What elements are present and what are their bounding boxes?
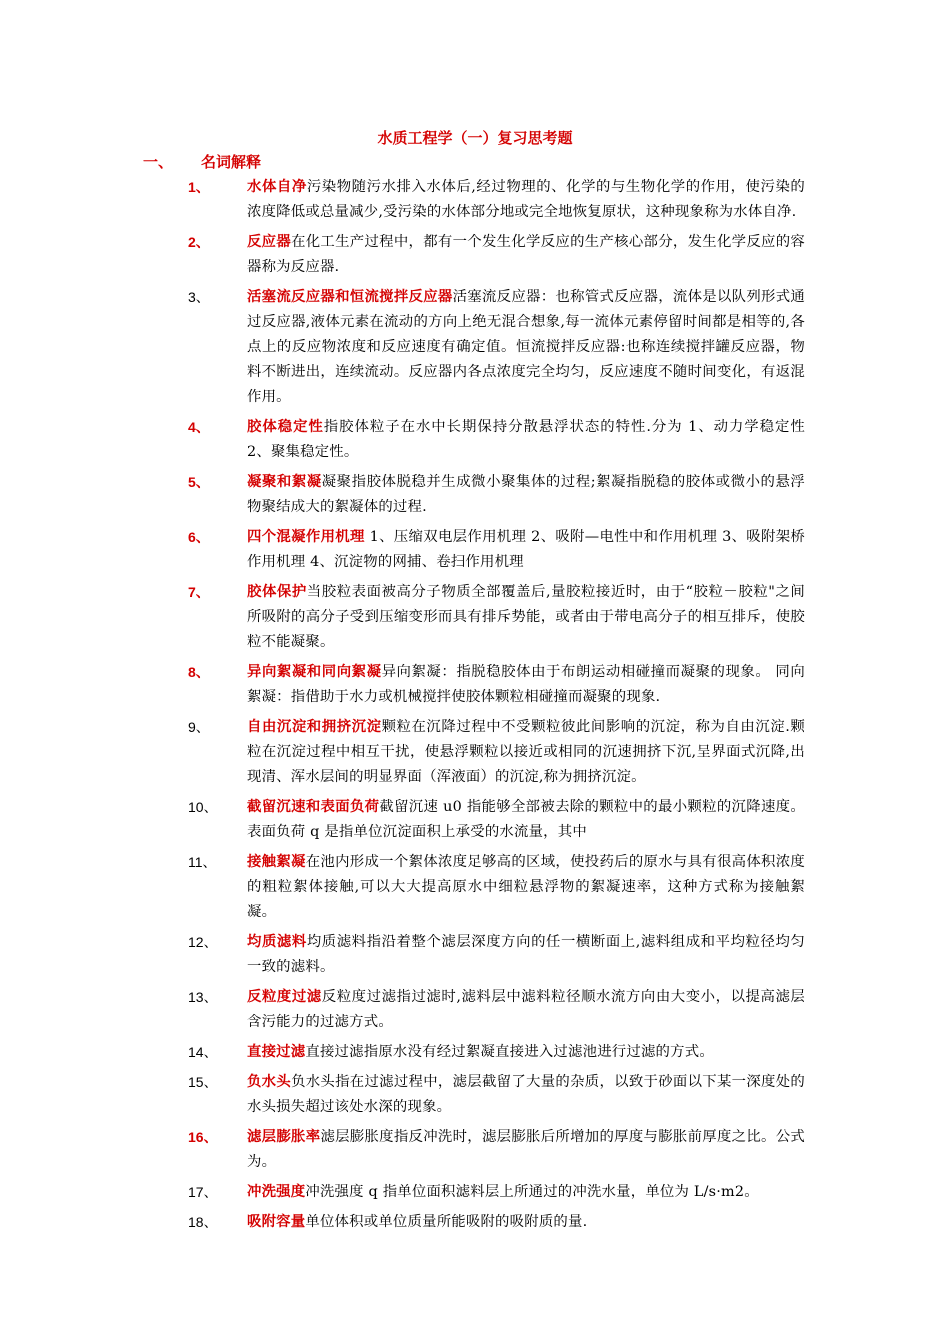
item-number: 9、: [188, 719, 210, 735]
list-item: [0, 930, 950, 980]
term-list: [0, 175, 950, 1240]
item-term: 四个混凝作用机理: [247, 529, 365, 545]
item-number: 8、: [188, 664, 210, 680]
item-text: [247, 1210, 805, 1235]
item-description: 直接过滤指原水没有经过絮凝直接进入过滤池进行过滤的方式。: [305, 1044, 714, 1060]
item-description: 冲洗强度 q 指单位面积滤料层上所通过的冲洗水量，单位为 L/s·m2。: [305, 1184, 759, 1200]
item-text: [247, 285, 805, 410]
item-term: 胶体稳定性: [247, 419, 324, 435]
item-term: 凝聚和絮凝: [247, 474, 322, 490]
item-description: 活塞流反应器：也称管式反应器，流体是以队列形式通过反应器,液体元素在流动的方向上绝无混合想象,每一流体元素停留时间都是相等的,各点上的反应物浓度和反应速度有确定值。恒流搅拌反应器:也称连续搅拌罐反应器，物料不断进出，连续流动。反应器内各点浓度完全均匀，反应速度不随时间变化，有返混作用。: [247, 289, 805, 405]
item-description: 在池内形成一个絮体浓度足够高的区域，使投药后的原水与具有很高体积浓度的粗粒絮体接触,可以大大提高原水中细粒悬浮物的絮凝速率，这种方式称为接触絮凝。: [247, 854, 805, 920]
item-number: 11、: [188, 854, 217, 870]
item-text: [247, 415, 805, 465]
item-number: 18、: [188, 1214, 218, 1230]
item-text: [247, 525, 805, 575]
list-item: [0, 415, 950, 465]
list-item: [0, 1070, 950, 1120]
list-item: [0, 1040, 950, 1065]
list-item: [0, 175, 950, 225]
item-description: 负水头指在过滤过程中，滤层截留了大量的杂质，以致于砂面以下某一深度处的水头损失超过该处水深的现象。: [247, 1074, 805, 1115]
item-term: 自由沉淀和拥挤沉淀: [247, 719, 382, 735]
item-number: 15、: [188, 1074, 218, 1090]
item-description: 单位体积或单位质量所能吸附的吸附质的量.: [305, 1214, 588, 1230]
list-item: [0, 525, 950, 575]
item-number: 5、: [188, 474, 210, 490]
item-term: 冲洗强度: [247, 1184, 306, 1200]
item-description: 截留沉速 u0 指能够全部被去除的颗粒中的最小颗粒的沉降速度。表面负荷 q 是指单位沉淀面积上承受的水流量，其中: [247, 799, 805, 840]
item-description: 指胶体粒子在水中长期保持分散悬浮状态的特性.分为 1、动力学稳定性 2、聚集稳定性。: [247, 419, 805, 460]
list-item: [0, 1125, 950, 1175]
list-item: [0, 985, 950, 1035]
item-term: 截留沉速和表面负荷: [247, 799, 380, 815]
item-text: [247, 850, 805, 925]
document-title: 水质工程学（一）复习思考题: [377, 129, 573, 147]
item-text: [247, 1180, 805, 1205]
item-number: 1、: [188, 179, 210, 195]
list-item: [0, 1210, 950, 1235]
item-text: [247, 470, 805, 520]
item-text: [247, 175, 805, 225]
section-number: 一、: [143, 153, 174, 171]
list-item: [0, 660, 950, 710]
item-term: 水体自净: [247, 179, 307, 195]
item-description: 在化工生产过程中，都有一个发生化学反应的生产核心部分，发生化学反应的容器称为反应器.: [247, 234, 805, 275]
item-description: 污染物随污水排入水体后,经过物理的、化学的与生物化学的作用，使污染的浓度降低或总量减少,受污染的水体部分地或完全地恢复原状，这种现象称为水体自净.: [247, 179, 805, 220]
item-text: [247, 1070, 805, 1120]
item-text: [247, 985, 805, 1035]
item-number: 4、: [188, 419, 210, 435]
item-term: 反应器: [247, 234, 292, 250]
list-item: [0, 580, 950, 655]
item-term: 活塞流反应器和恒流搅拌反应器: [247, 289, 453, 305]
item-term: 负水头: [247, 1074, 292, 1090]
item-term: 接触絮凝: [247, 854, 306, 870]
item-number: 2、: [188, 234, 210, 250]
list-item: [0, 850, 950, 925]
item-term: 异向絮凝和同向絮凝: [247, 664, 382, 680]
item-number: 14、: [188, 1044, 218, 1060]
item-number: 13、: [188, 989, 218, 1005]
item-term: 直接过滤: [247, 1044, 306, 1060]
list-item: [0, 230, 950, 280]
list-item: [0, 470, 950, 520]
item-term: 胶体保护: [247, 584, 307, 600]
item-text: [247, 715, 805, 790]
item-description: 1、压缩双电层作用机理 2、吸附—电性中和作用机理 3、吸附架桥作用机理 4、沉淀物的网捕、卷扫作用机理: [247, 529, 805, 570]
item-number: 7、: [188, 584, 210, 600]
item-description: 颗粒在沉降过程中不受颗粒彼此间影响的沉淀，称为自由沉淀.颗粒在沉淀过程中相互干扰，使悬浮颗粒以接近或相同的沉速拥挤下沉,呈界面式沉降,出现清、浑水层间的明显界面（浑液面）的沉淀,称为拥挤沉淀。: [247, 719, 805, 785]
item-text: [247, 930, 805, 980]
item-number: 3、: [188, 289, 210, 305]
item-term: 均质滤料: [247, 934, 307, 950]
item-text: [247, 230, 805, 280]
list-item: [0, 795, 950, 845]
item-number: 16、: [188, 1129, 218, 1145]
item-number: 6、: [188, 529, 210, 545]
item-term: 反粒度过滤: [247, 989, 322, 1005]
list-item: [0, 1180, 950, 1205]
item-number: 10、: [188, 799, 218, 815]
list-item: [0, 285, 950, 410]
item-text: [247, 795, 805, 845]
item-number: 17、: [188, 1184, 218, 1200]
item-description: 异向絮凝：指脱稳胶体由于布朗运动相碰撞而凝聚的现象。 同向絮凝：指借助于水力或机械搅拌使胶体颗粒相碰撞而凝聚的现象.: [247, 664, 805, 705]
item-description: 凝聚指胶体脱稳并生成微小聚集体的过程;絮凝指脱稳的胶体或微小的悬浮物聚结成大的絮凝体的过程.: [247, 474, 805, 515]
list-item: [0, 715, 950, 790]
item-text: [247, 1040, 805, 1065]
item-description: 反粒度过滤指过滤时,滤料层中滤料粒径顺水流方向由大变小，以提高滤层含污能力的过滤方式。: [247, 989, 805, 1030]
item-description: 均质滤料指沿着整个滤层深度方向的任一横断面上,滤料组成和平均粒径均匀一致的滤料。: [247, 934, 805, 975]
item-number: 12、: [188, 934, 218, 950]
item-text: [247, 580, 805, 655]
item-description: 当胶粒表面被高分子物质全部覆盖后,量胶粒接近时，由于“胶粒－胶粒"之间所吸附的高分子受到压缩变形而具有排斥势能，或者由于带电高分子的相互排斥，使胶粒不能凝聚。: [247, 584, 805, 650]
section-heading: [143, 151, 261, 172]
item-term: 滤层膨胀率: [247, 1129, 321, 1145]
section-label: 名词解释: [201, 153, 262, 171]
item-description: 滤层膨胀度指反冲洗时，滤层膨胀后所增加的厚度与膨胀前厚度之比。公式为。: [247, 1129, 805, 1170]
item-text: [247, 660, 805, 710]
item-term: 吸附容量: [247, 1214, 306, 1230]
item-text: [247, 1125, 805, 1175]
